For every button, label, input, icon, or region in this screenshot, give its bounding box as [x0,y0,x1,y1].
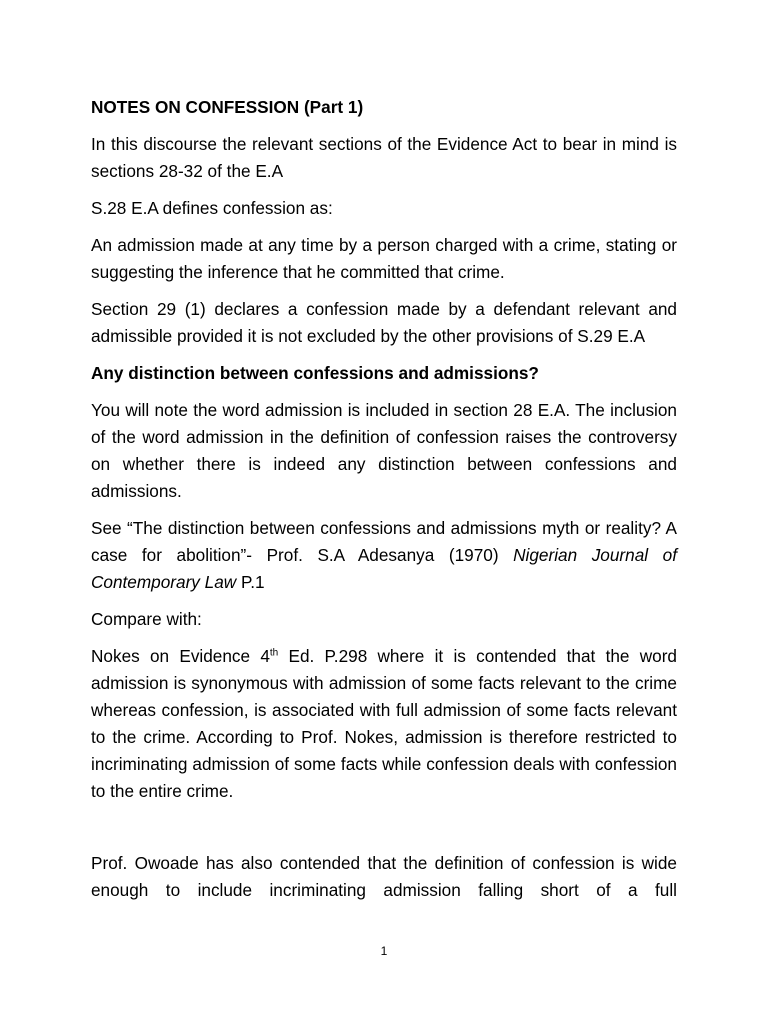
paragraph-intro: In this discourse the relevant sections of the Evidence Act to bear in mind is sections 28-32 of the E.A [91,134,677,181]
nokes-text-start: Nokes on Evidence 4 [91,646,270,666]
nokes-text-rest: Ed. P.298 where it is contended that the word admission is synonymous with admission of some facts relevant to the crime whereas confession, is associated with full admission of some facts relevant to the crime. According to Prof. Nokes, admission is therefore restricted to incriminating admission of some facts while confession deals with confession to the entire crime. [91,646,677,801]
page-number: 1 [380,944,388,958]
edition-superscript: th [269,647,279,659]
see-reference-page: P.1 [236,572,265,592]
see-reference-text: See “The distinction between confessions and admissions myth or reality? A case for abolition”- Prof. S.A Adesanya (1970) [91,518,677,565]
paragraph-note: You will note the word admission is included in section 28 E.A. The inclusion of the word admission in the definition of confession raises the controversy on whether there is indeed any distinction between confessions and admissions. [91,400,677,501]
journal-title: Nigerian Journal of Contemporary Law [91,545,677,592]
paragraph-owoade-container [91,850,677,904]
paragraph-nokes [91,643,677,805]
paragraph-definition: An admission made at any time by a person charged with a crime, stating or suggesting the inference that he committed that crime. [91,235,677,282]
paragraph-s28: S.28 E.A defines confession as: [91,198,333,218]
paragraph-owoade: Prof. Owoade has also contended that the definition of confession is wide enough to include incriminating admission falling short of a full [91,853,677,900]
section-subheading: Any distinction between confessions and admissions? [91,363,539,383]
paragraph-compare: Compare with: [91,609,202,629]
document-body [91,94,677,815]
document-title: NOTES ON CONFESSION (Part 1) [91,97,364,117]
paragraph-see-reference [91,515,677,596]
paragraph-s29: Section 29 (1) declares a confession made by a defendant relevant and admissible provided it is not excluded by the other provisions of S.29 E.A [91,299,677,346]
